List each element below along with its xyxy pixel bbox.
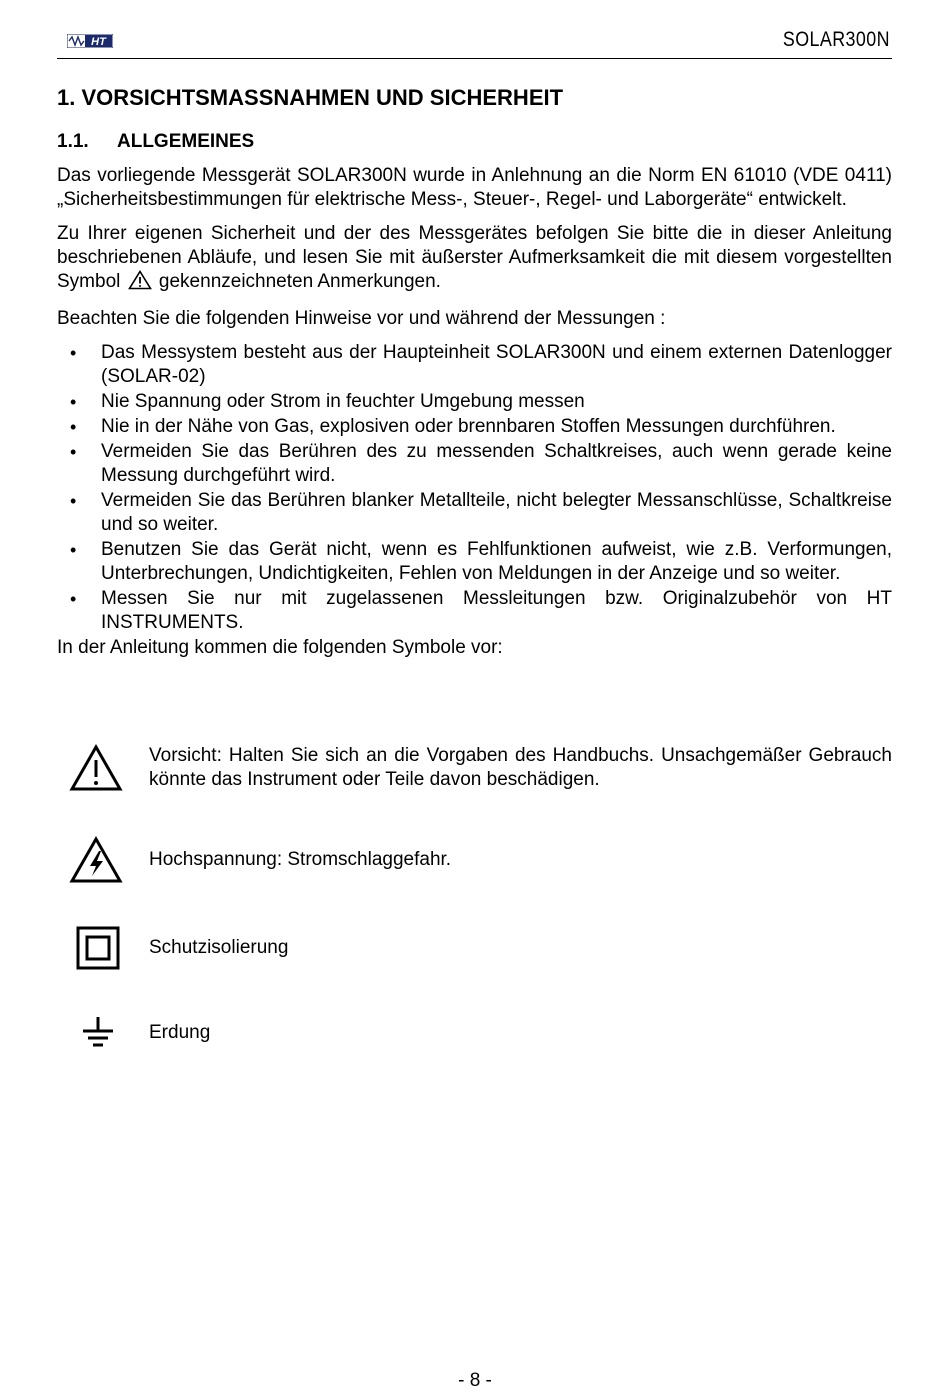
list-item: • Nie Spannung oder Strom in feuchter Umgebung messen [57, 390, 892, 414]
page-number: - 8 - [458, 1370, 492, 1391]
symbol-text-double-insulation: Schutzisolierung [149, 937, 289, 958]
list-item: • Nie in der Nähe von Gas, explosiven oder brennbaren Stoffen Messungen durchführen. [57, 415, 892, 439]
list-item: • Benutzen Sie das Gerät nicht, wenn es Fehlfunktionen aufweist, wie z.B. Verformungen, Unterbrechungen, Undichtigkeiten, Fehlen von Meldungen in der Anzeige und so weiter. [57, 538, 892, 586]
symbol-text-caution: Vorsicht: Halten Sie sich an die Vorgaben des Handbuchs. Unsachgemäßer Gebrauch könnte das Instrument oder Teile davon beschädigen. [149, 745, 892, 790]
paragraph-instructions: Beachten Sie die folgenden Hinweise vor und während der Messungen : [57, 308, 666, 329]
high-voltage-icon [69, 836, 123, 889]
warning-triangle-icon [128, 270, 152, 297]
symbol-text-high-voltage: Hochspannung: Stromschlaggefahr. [149, 849, 452, 870]
warning-triangle-icon [69, 744, 123, 797]
ht-logo [67, 34, 113, 53]
safety-list [57, 341, 892, 635]
paragraph-safety-before: Zu Ihrer eigenen Sicherheit und der des Messgerätes befolgen Sie bitte die in dieser Anleitung beschriebenen Abläufe, und lesen Sie mit äußerster Aufmerksamkeit die mit diesem vorgestellten Symbol [57, 223, 892, 292]
symbol-text-ground: Erdung [149, 1022, 211, 1043]
page-content [57, 84, 892, 670]
paragraph-safety [57, 222, 892, 297]
paragraph-safety-after: gekennzeichneten Anmerkungen. [158, 271, 441, 292]
subsection-number: 1.1. [57, 131, 89, 152]
list-item: • Das Messystem besteht aus der Haupteinheit SOLAR300N und einem externen Datenlogger (SOLAR-02) [57, 341, 892, 389]
subsection-title [57, 130, 892, 154]
list-item: • Vermeiden Sie das Berühren blanker Metallteile, nicht belegter Messanschlüsse, Schaltkreise und so weiter. [57, 489, 892, 537]
list-item: • Messen Sie nur mit zugelassenen Messleitungen bzw. Originalzubehör von HT INSTRUMENTS. [57, 587, 892, 635]
symbols-intro: In der Anleitung kommen die folgenden Symbole vor: [57, 637, 503, 658]
double-insulation-icon [76, 926, 120, 975]
page-header [57, 28, 892, 59]
paragraph-norm: Das vorliegende Messgerät SOLAR300N wurde in Anlehnung an die Norm EN 61010 (VDE 0411) „Sicherheitsbestimmungen für elektrische Mess-, Steuer-, Regel- und Laborgeräte“ entwickelt. [57, 165, 892, 210]
section-title: 1. VORSICHTSMASSNAHMEN UND SICHERHEIT [57, 85, 564, 110]
svg-text:HT: HT [91, 36, 106, 48]
subsection-label: ALLGEMEINES [117, 131, 255, 152]
list-item: • Vermeiden Sie das Berühren des zu messenden Schaltkreises, auch wenn gerade keine Messung durchgeführt wird. [57, 440, 892, 488]
model-name: SOLAR300N [782, 28, 890, 51]
ground-icon [81, 1015, 115, 1056]
